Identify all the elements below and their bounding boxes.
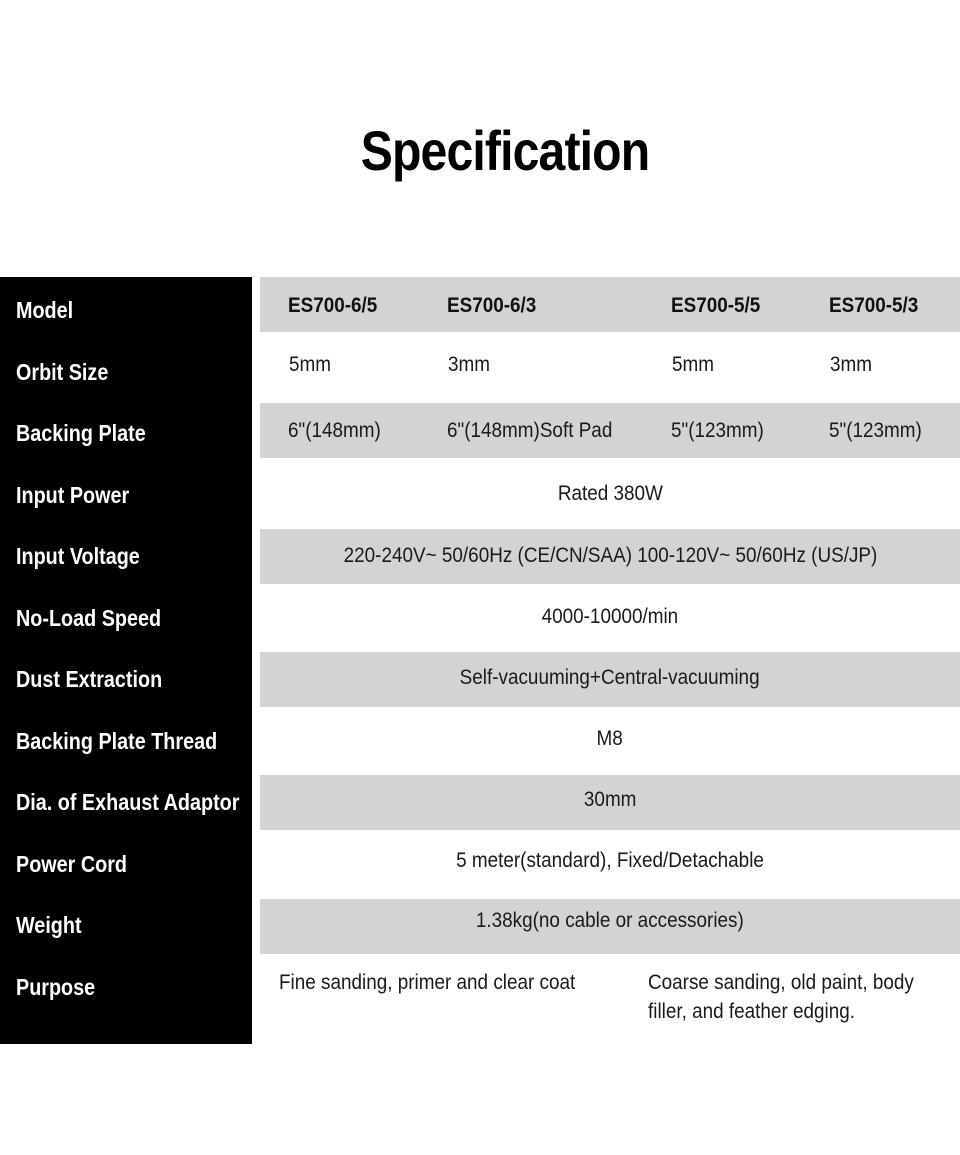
dust-extraction-value: Self-vacuuming+Central-vacuuming [460,666,760,689]
spec-label-column [0,277,252,1044]
weight-value: 1.38kg(no cable or accessories) [476,909,744,932]
backing-plate-thread-value: M8 [596,727,624,750]
model-cell: ES700-6/3 [447,294,537,317]
label-weight: Weight [16,912,82,938]
purpose-coarse: Coarse sanding, old paint, body filler, and feather edging. [648,971,914,1023]
label-backing-plate-thread: Backing Plate Thread [16,728,218,754]
input-power-value: Rated 380W [557,482,663,505]
model-cell: ES700-6/5 [288,294,378,317]
label-input-voltage: Input Voltage [16,543,140,569]
orbit-size-cell: 3mm [448,353,491,376]
purpose-fine: Fine sanding, primer and clear coat [279,971,576,994]
label-purpose: Purpose [16,974,96,1000]
input-voltage-value: 220-240V~ 50/60Hz (CE/CN/SAA) 100-120V~ 50/60Hz (US/JP) [343,544,877,567]
label-dust-extraction: Dust Extraction [16,666,163,692]
no-load-speed-value: 4000-10000/min [541,605,679,628]
exhaust-adaptor-value: 30mm [583,788,637,811]
label-model: Model [16,297,74,323]
label-orbit-size: Orbit Size [16,359,109,385]
label-no-load-speed: No-Load Speed [16,605,162,631]
backing-plate-cell: 5"(123mm) [671,419,764,442]
label-input-power: Input Power [16,482,130,508]
page-title: Specification [360,119,650,182]
label-power-cord: Power Cord [16,851,128,877]
orbit-size-cell: 5mm [672,353,715,376]
label-exhaust-adaptor: Dia. of Exhaust Adaptor [16,789,240,815]
power-cord-value: 5 meter(standard), Fixed/Detachable [456,849,764,872]
model-cell: ES700-5/3 [829,294,919,317]
orbit-size-cell: 5mm [289,353,332,376]
backing-plate-cell: 5"(123mm) [829,419,922,442]
label-backing-plate: Backing Plate [16,420,146,446]
orbit-size-cell: 3mm [830,353,873,376]
model-cell: ES700-5/5 [671,294,761,317]
backing-plate-cell: 6"(148mm) [288,419,381,442]
backing-plate-cell: 6"(148mm)Soft Pad [447,419,613,442]
